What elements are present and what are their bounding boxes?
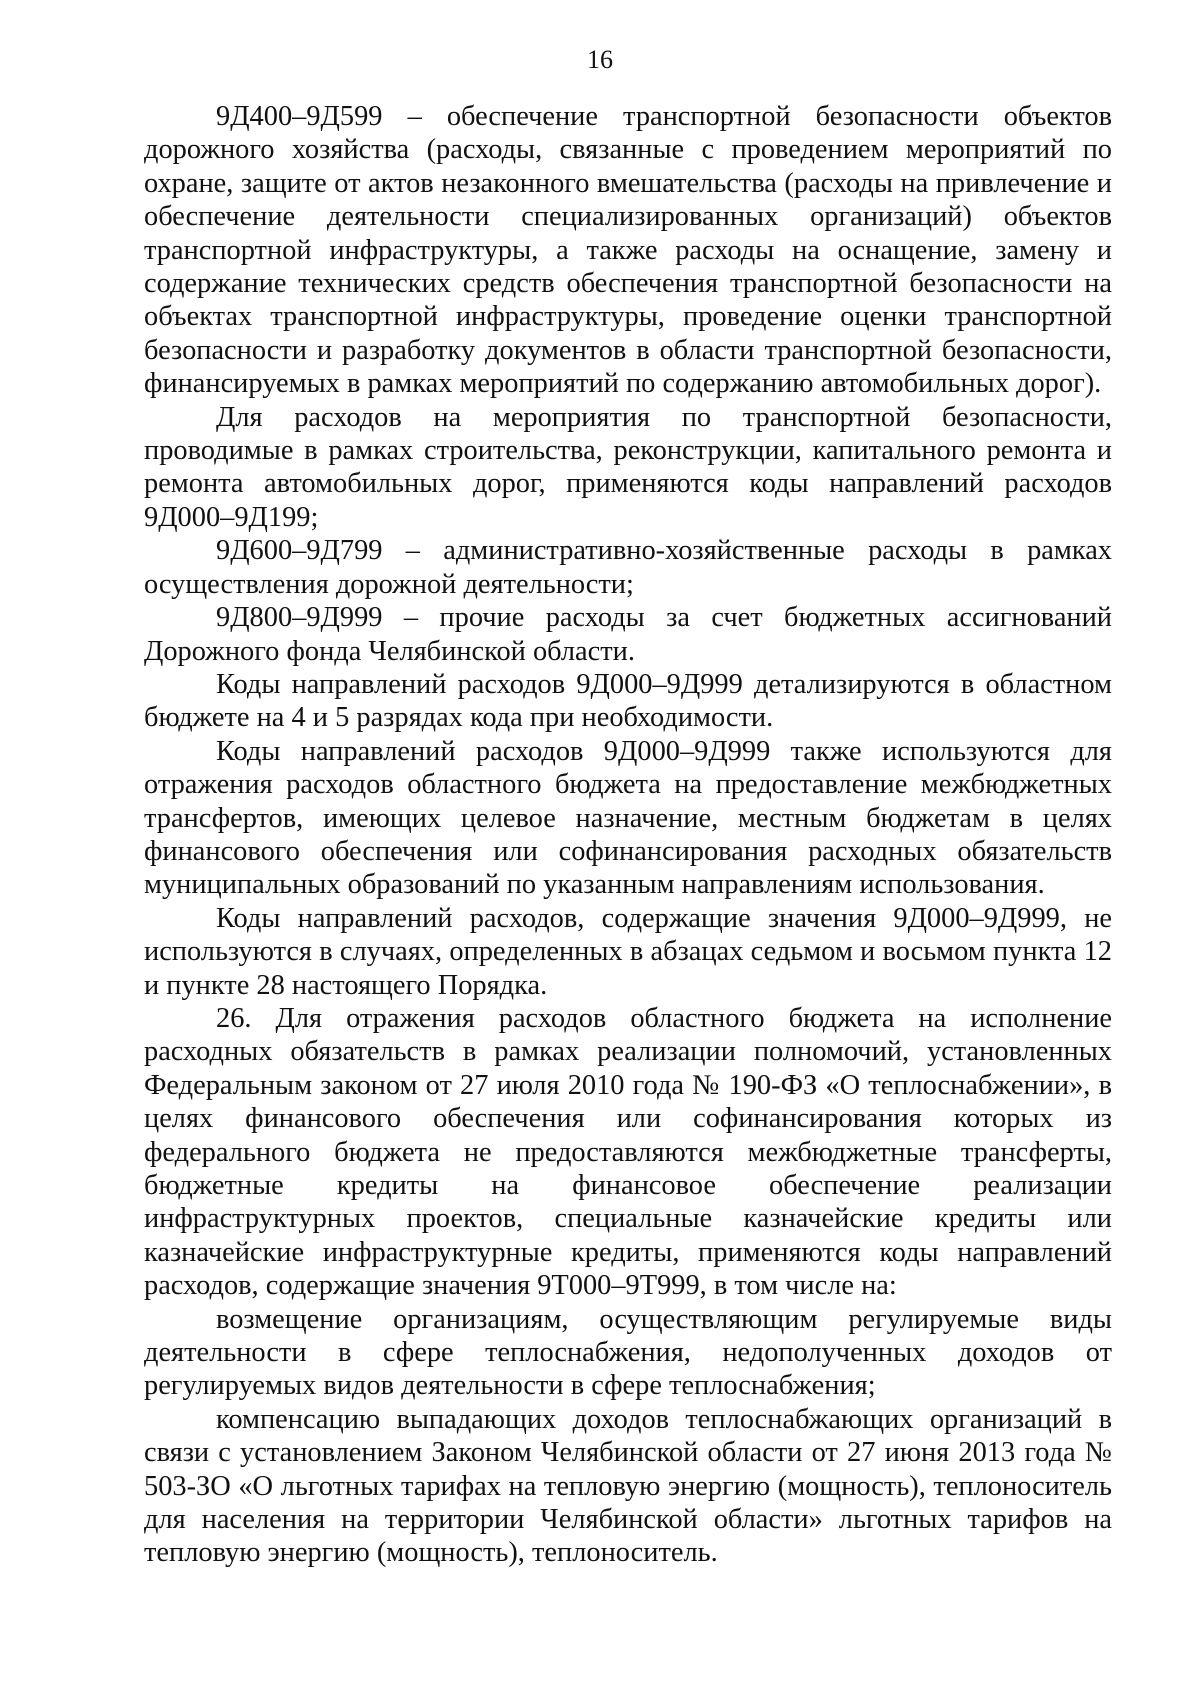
- paragraph-9d800-9d999: 9Д800–9Д999 – прочие расходы за счет бюджетных ассигнований Дорожного фонда Челябинской области.: [144, 602, 1112, 667]
- paragraph-item-26: 26. Для отражения расходов областного бюджета на исполнение расходных обязательств в рамках реализации полномочий, установленных Федеральным законом от 27 июля 2010 года № 190-ФЗ «О теплоснабжении», в целях финансового обеспечения или софинансирования которых из федерального бюджета не предоставляются межбюджетные трансферты, бюджетные кредиты на финансовое обеспечение реализации инфраструктурных проектов, специальные казначейские кредиты или казначейские инфраструктурные кредиты, применяются коды направлений расходов, содержащие значения 9Т000–9Т999, в том числе на:: [144, 1002, 1112, 1302]
- paragraph-interbudget-transfers: Коды направлений расходов 9Д000–9Д999 также используются для отражения расходов областного бюджета на предоставление межбюджетных трансфертов, имеющих целевое назначение, местным бюджетам в целях финансового обеспечения или софинансирования расходных обязательств муниципальных образований по указанным направлениям использования.: [144, 735, 1112, 901]
- paragraph-heat-supply-reimbursement: возмещение организациям, осуществляющим регулируемые виды деятельности в сфере теплоснабжения, недополученных доходов от регулируемых видов деятельности в сфере теплоснабжения;: [144, 1303, 1112, 1402]
- paragraph-code-exceptions: Коды направлений расходов, содержащие значения 9Д000–9Д999, не используются в случаях, определенных в абзацах седьмом и восьмом пункта 12 и пункте 28 настоящего Порядка.: [144, 902, 1112, 1001]
- paragraph-code-detailing: Коды направлений расходов 9Д000–9Д999 детализируются в областном бюджете на 4 и 5 разрядах кода при необходимости.: [144, 668, 1112, 734]
- paragraph-heat-supply-compensation: компенсацию выпадающих доходов теплоснабжающих организаций в связи с установлением Законом Челябинской области от 27 июня 2013 года № 503-ЗО «О льготных тарифах на тепловую энергию (мощность), теплоноситель для населения на территории Челябинской области» льготных тарифов на тепловую энергию (мощность), теплоноситель.: [144, 1403, 1112, 1569]
- paragraph-9d600-9d799: 9Д600–9Д799 – административно-хозяйственные расходы в рамках осуществления дорожной деятельности;: [144, 535, 1112, 600]
- paragraph-transport-safety-codes: Для расходов на мероприятия по транспортной безопасности, проводимые в рамках строительства, реконструкции, капитального ремонта и ремонта автомобильных дорог, применяются коды направлений расходов 9Д000–9Д199;: [144, 401, 1112, 533]
- page-number: 16: [587, 45, 613, 74]
- document-body: [144, 100, 1112, 1570]
- paragraph-9d400-9d599: 9Д400–9Д599 – обеспечение транспортной безопасности объектов дорожного хозяйства (расходы, связанные с проведением мероприятий по охране, защите от актов незаконного вмешательства (расходы на привлечение и обеспечение деятельности специализированных организаций) объектов транспортной инфраструктуры, а также расходы на оснащение, замену и содержание технических средств обеспечения транспортной безопасности на объектах транспортной инфраструктуры, проведение оценки транспортной безопасности и разработку документов в области транспортной безопасности, финансируемых в рамках мероприятий по содержанию автомобильных дорог).: [144, 101, 1112, 400]
